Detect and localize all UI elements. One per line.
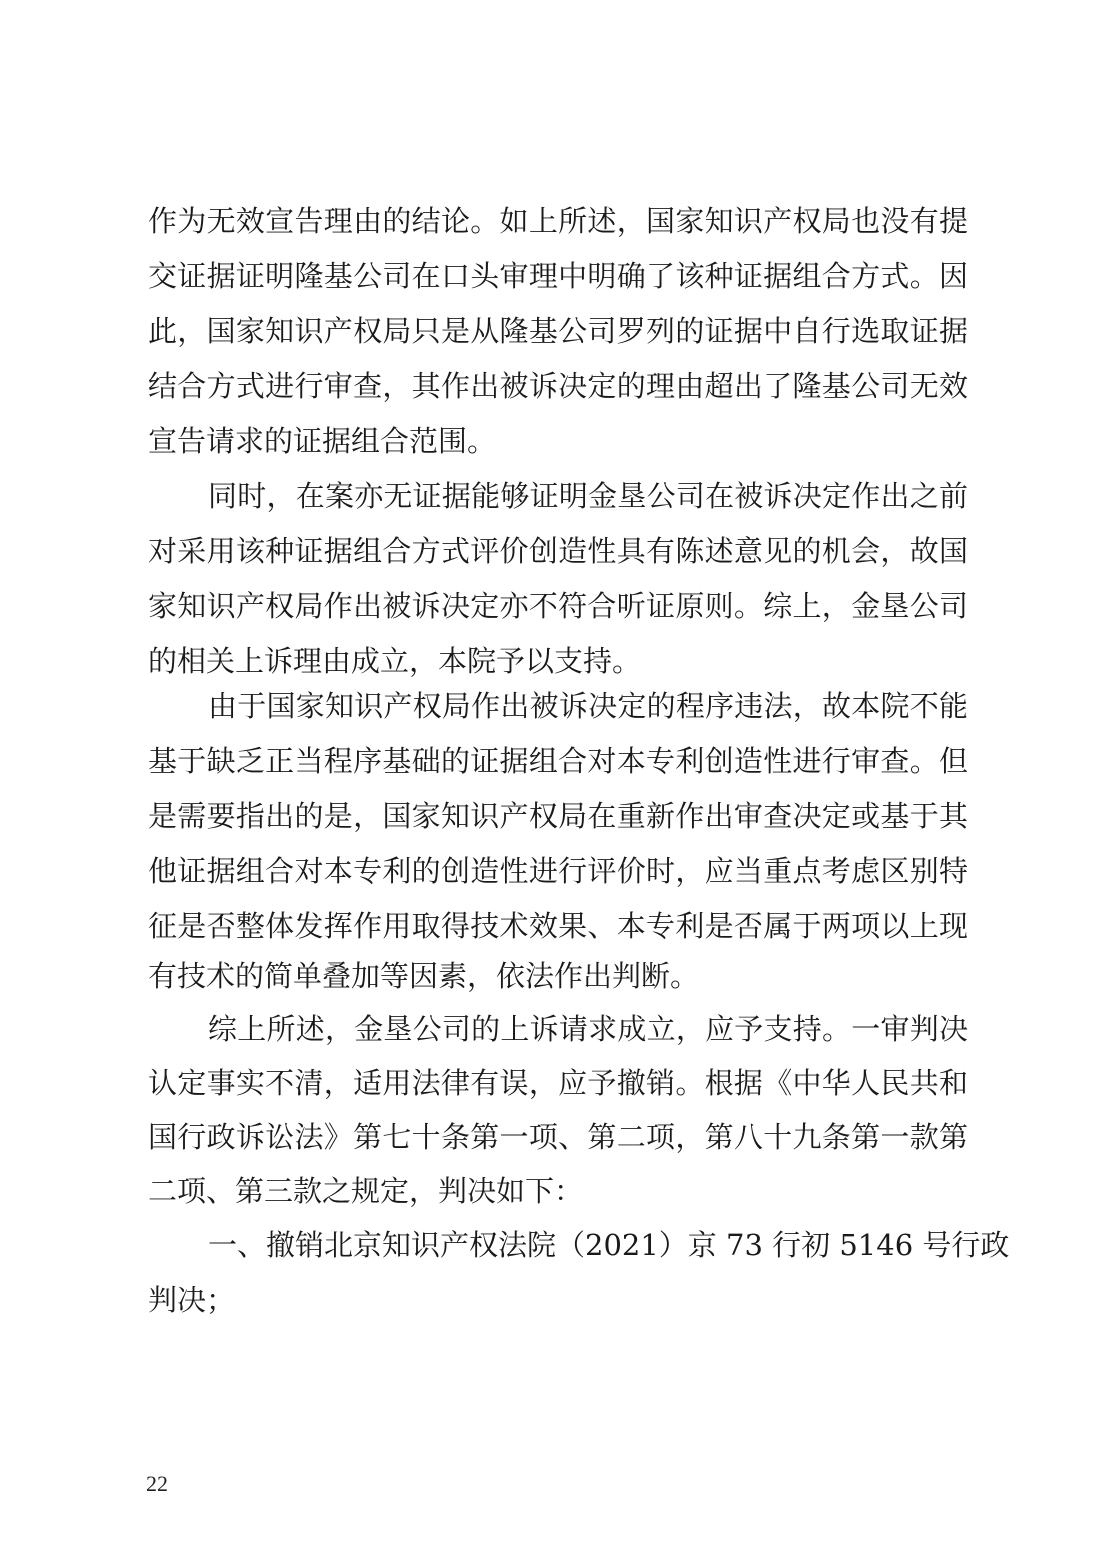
paragraph-line: 认定事实不清，适用法律有误，应予撤销。根据《中华人民共和 bbox=[148, 1066, 968, 1100]
paragraph-line: 交证据证明隆基公司在口头审理中明确了该种证据组合方式。因 bbox=[148, 259, 968, 293]
page-number: 22 bbox=[146, 1471, 168, 1496]
paragraph-line: 基于缺乏正当程序基础的证据组合对本专利创造性进行审查。但 bbox=[148, 744, 968, 778]
paragraph-line: 是需要指出的是，国家知识产权局在重新作出审查决定或基于其 bbox=[148, 799, 968, 833]
paragraph-line: 国行政诉讼法》第七十条第一项、第二项，第八十九条第一款第 bbox=[148, 1120, 968, 1154]
paragraph-line: 综上所述，金垦公司的上诉请求成立，应予支持。一审判决 bbox=[208, 1012, 968, 1046]
paragraph-line: 结合方式进行审查，其作出被诉决定的理由超出了隆基公司无效 bbox=[148, 369, 968, 403]
paragraph-line: 征是否整体发挥作用取得技术效果、本专利是否属于两项以上现 bbox=[148, 909, 968, 943]
paragraph-line: 的相关上诉理由成立，本院予以支持。 bbox=[148, 644, 642, 678]
paragraph-line: 有技术的简单叠加等因素，依法作出判断。 bbox=[148, 959, 700, 993]
paragraph-line: 此，国家知识产权局只是从隆基公司罗列的证据中自行选取证据 bbox=[148, 314, 968, 348]
paragraph-line: 同时，在案亦无证据能够证明金垦公司在被诉决定作出之前 bbox=[208, 479, 968, 513]
paragraph-line: 他证据组合对本专利的创造性进行评价时，应当重点考虑区别特 bbox=[148, 854, 968, 888]
paragraph-line: 一、撤销北京知识产权法院（2021）京 73 行初 5146 号行政 bbox=[208, 1228, 1010, 1262]
paragraph-line: 家知识产权局作出被诉决定亦不符合听证原则。综上，金垦公司 bbox=[148, 589, 968, 623]
paragraph-line: 判决； bbox=[148, 1283, 236, 1317]
paragraph-line: 二项、第三款之规定，判决如下： bbox=[148, 1174, 584, 1208]
paragraph-line: 宣告请求的证据组合范围。 bbox=[148, 424, 497, 458]
paragraph-line: 由于国家知识产权局作出被诉决定的程序违法，故本院不能 bbox=[208, 689, 968, 723]
paragraph-line: 对采用该种证据组合方式评价创造性具有陈述意见的机会，故国 bbox=[148, 534, 968, 568]
paragraph-line: 作为无效宣告理由的结论。如上所述，国家知识产权局也没有提 bbox=[148, 204, 968, 238]
